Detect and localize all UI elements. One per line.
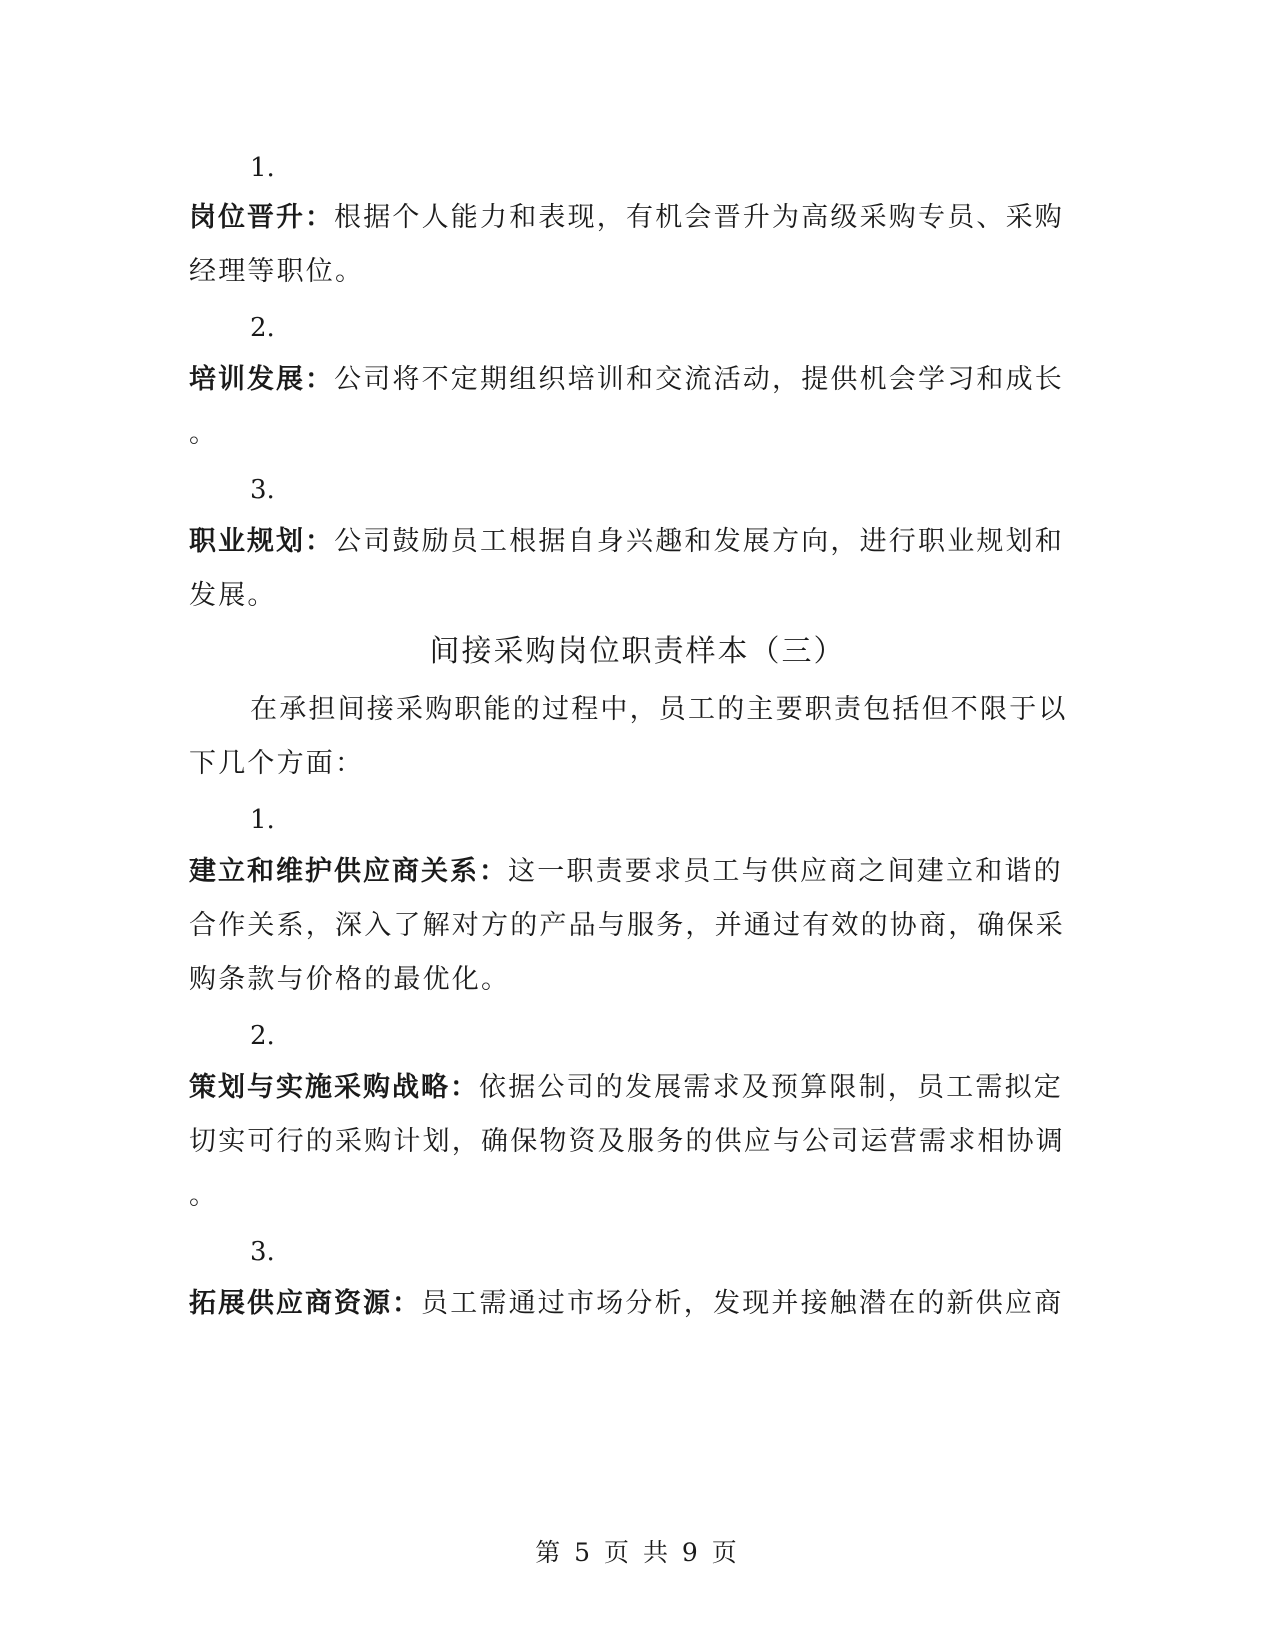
item-heading: 职业规划：	[189, 526, 334, 557]
item-heading: 策划与实施采购战略：	[189, 1072, 479, 1103]
list-item-text	[189, 852, 1089, 892]
item-heading: 岗位晋升：	[189, 202, 334, 233]
item-text: 公司鼓励员工根据自身兴趣和发展方向，进行职业规划和	[334, 526, 1064, 557]
list-item-text: 经理等职位。	[189, 256, 365, 287]
list-number: 1.	[250, 805, 275, 835]
list-item-text	[189, 522, 1089, 562]
list-item-text: 合作关系，深入了解对方的产品与服务，并通过有效的协商，确保采	[189, 910, 1065, 941]
list-item-text: 切实可行的采购计划，确保物资及服务的供应与公司运营需求相协调	[189, 1126, 1065, 1157]
item-heading: 建立和维护供应商关系：	[189, 856, 508, 887]
list-number: 2.	[250, 1021, 275, 1051]
list-number: 2.	[250, 313, 275, 343]
item-heading: 拓展供应商资源：	[189, 1288, 421, 1319]
list-item-text: 发展。	[189, 580, 277, 611]
list-item-text	[189, 1284, 1089, 1324]
item-text: 根据个人能力和表现，有机会晋升为高级采购专员、采购	[334, 202, 1064, 233]
page-footer: 第 5 页 共 9 页	[535, 1538, 740, 1567]
list-item-text	[189, 198, 1089, 238]
list-number: 3.	[250, 1237, 275, 1267]
list-number: 3.	[250, 475, 275, 505]
item-text: 员工需通过市场分析，发现并接触潜在的新供应商	[421, 1288, 1064, 1319]
list-item-text: 购条款与价格的最优化。	[189, 964, 511, 995]
list-item-text	[189, 360, 1089, 400]
list-number: 1.	[250, 153, 275, 183]
intro-text: 在承担间接采购职能的过程中，员工的主要职责包括但不限于以	[250, 694, 1068, 725]
item-text: 这一职责要求员工与供应商之间建立和谐的	[508, 856, 1063, 887]
section-title: 间接采购岗位职责样本（三）	[429, 634, 846, 669]
item-heading: 培训发展：	[189, 364, 334, 395]
list-item-text: 。	[189, 1180, 219, 1211]
list-item-text	[189, 1068, 1089, 1108]
intro-text: 下几个方面：	[189, 748, 365, 779]
list-item-text: 。	[189, 418, 219, 449]
item-text: 公司将不定期组织培训和交流活动，提供机会学习和成长	[334, 364, 1064, 395]
item-text: 依据公司的发展需求及预算限制，员工需拟定	[479, 1072, 1063, 1103]
